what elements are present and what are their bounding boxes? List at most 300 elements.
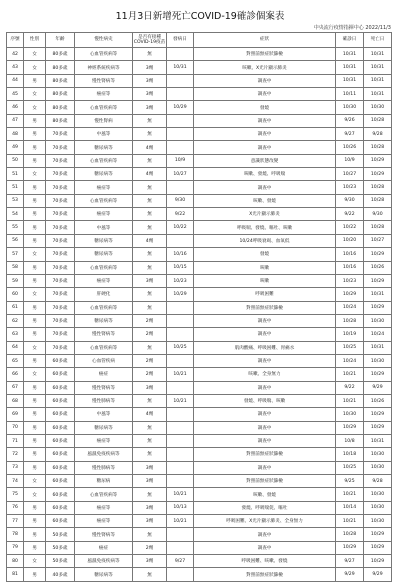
table-cell: 60多歲 — [46, 394, 75, 407]
table-cell: 40多歲 — [46, 568, 75, 581]
table-cell: 9/25 — [336, 475, 364, 488]
table-cell: 54 — [7, 208, 24, 221]
table-cell: 10/15 — [167, 261, 194, 274]
table-cell: 68 — [7, 394, 24, 407]
table-cell: 64 — [7, 341, 24, 354]
table-row — [7, 61, 392, 74]
table-cell: 60多歲 — [46, 475, 75, 488]
table-cell: 慢性肺病等 — [75, 461, 133, 474]
table-cell: 2劑 — [133, 541, 167, 554]
table-cell: 10/31 — [364, 74, 392, 87]
table-cell: 10/29 — [364, 368, 392, 381]
table-cell: 3劑 — [133, 88, 167, 101]
table-cell — [167, 48, 194, 61]
table-cell: 60多歲 — [46, 515, 75, 528]
table-cell: 慢性腎病等 — [75, 528, 133, 541]
table-cell: 10/16 — [336, 261, 364, 274]
table-cell: 70多歲 — [46, 128, 75, 141]
table-cell: 10/29 — [364, 555, 392, 568]
table-cell: 調查中 — [194, 128, 336, 141]
table-row — [7, 475, 392, 488]
table-cell: 10/31 — [364, 48, 392, 61]
table-cell — [167, 328, 194, 341]
table-cell: 肝硬化 — [75, 288, 133, 301]
table-cell: 60多歲 — [46, 421, 75, 434]
table-cell: 糖尿病等 — [75, 234, 133, 247]
table-cell: 70多歲 — [46, 168, 75, 181]
table-cell: 心血管疾病等 — [75, 261, 133, 274]
table-cell: 調查中 — [194, 354, 336, 367]
table-cell: 10/29 — [167, 101, 194, 114]
source-note: 中央流行疫情指揮中心 2022/11/3 — [313, 25, 391, 31]
table-cell: 10/24 — [364, 328, 392, 341]
table-cell: 51 — [7, 181, 24, 194]
table-cell: 10/25 — [336, 341, 364, 354]
table-cell: 調查中 — [194, 74, 336, 87]
table-cell: 10/29 — [364, 168, 392, 181]
table-cell: 調查中 — [194, 114, 336, 127]
table-cell: 10/31 — [336, 61, 364, 74]
table-cell: 70多歲 — [46, 328, 75, 341]
table-cell: 女 — [24, 475, 46, 488]
table-cell: 女 — [24, 88, 46, 101]
table-row — [7, 381, 392, 394]
table-cell: 74 — [7, 475, 24, 488]
table-cell: 糖尿病等 — [75, 141, 133, 154]
table-cell: 10/25 — [336, 461, 364, 474]
table-cell: 10/21 — [167, 488, 194, 501]
table-cell: 10/27 — [364, 234, 392, 247]
table-cell — [167, 301, 194, 314]
table-cell: 男 — [24, 301, 46, 314]
table-cell — [167, 461, 194, 474]
table-cell: 風濕免疫疾病等 — [75, 448, 133, 461]
table-cell: 糖尿病等 — [75, 314, 133, 327]
table-cell — [167, 141, 194, 154]
table-cell: 無 — [133, 448, 167, 461]
table-row — [7, 114, 392, 127]
table-cell — [167, 88, 194, 101]
table-cell: 70多歲 — [46, 314, 75, 327]
table-row — [7, 541, 392, 554]
table-cell: 女 — [24, 341, 46, 354]
table-cell: 對照前無症狀篩檢 — [194, 301, 336, 314]
table-row — [7, 181, 392, 194]
table-cell: 9/29 — [364, 381, 392, 394]
table-cell: 男 — [24, 261, 46, 274]
table-cell: 調查中 — [194, 381, 336, 394]
table-cell: 70多歲 — [46, 248, 75, 261]
table-cell: 調查中 — [194, 181, 336, 194]
table-cell: 63 — [7, 328, 24, 341]
table-cell: 意識狀態改變 — [194, 154, 336, 167]
table-cell: 10/21 — [336, 394, 364, 407]
table-cell: 男 — [24, 421, 46, 434]
table-cell: 10/29 — [336, 541, 364, 554]
header-cell: 症狀 — [194, 33, 336, 48]
table-cell: 3劑 — [133, 74, 167, 87]
table-cell: 9/28 — [364, 475, 392, 488]
table-row — [7, 314, 392, 327]
table-cell: 男 — [24, 528, 46, 541]
table-row — [7, 354, 392, 367]
table-cell: 女 — [24, 555, 46, 568]
table-cell: 50多歲 — [46, 555, 75, 568]
table-cell: 78 — [7, 528, 24, 541]
table-cell: 心血管疾病等 — [75, 341, 133, 354]
table-cell: 46 — [7, 101, 24, 114]
table-cell: 調查中 — [194, 461, 336, 474]
table-cell: 中風等 — [75, 408, 133, 421]
table-row — [7, 515, 392, 528]
table-row — [7, 248, 392, 261]
table-cell: 60多歲 — [46, 488, 75, 501]
table-cell — [167, 128, 194, 141]
table-row — [7, 274, 392, 287]
table-cell — [167, 114, 194, 127]
table-cell: 對照前無症狀篩檢 — [194, 568, 336, 581]
table-cell: 72 — [7, 448, 24, 461]
table-cell: 無 — [133, 261, 167, 274]
table-cell: 73 — [7, 461, 24, 474]
table-cell: 男 — [24, 221, 46, 234]
table-cell: 4劑 — [133, 234, 167, 247]
header-cell: 發病日 — [167, 33, 194, 48]
table-cell: 無 — [133, 568, 167, 581]
table-cell: 咳嗽、發燒 — [194, 488, 336, 501]
table-cell: 10/21 — [167, 515, 194, 528]
table-cell: 10/21 — [336, 488, 364, 501]
table-cell: 9/22 — [336, 381, 364, 394]
table-cell: 對照前無症狀篩檢 — [194, 448, 336, 461]
table-cell: 10/28 — [364, 194, 392, 207]
table-cell: 男 — [24, 74, 46, 87]
table-row — [7, 341, 392, 354]
table-cell: 10/30 — [364, 314, 392, 327]
table-cell: 60多歲 — [46, 354, 75, 367]
table-cell: 無 — [133, 208, 167, 221]
table-cell: 66 — [7, 368, 24, 381]
table-cell: 55 — [7, 221, 24, 234]
table-cell: 9/28 — [364, 128, 392, 141]
table-cell: 61 — [7, 301, 24, 314]
header-cell: 年齡 — [46, 33, 75, 48]
table-cell: 4劑 — [133, 168, 167, 181]
table-cell: 10/19 — [336, 328, 364, 341]
table-cell: 9/27 — [336, 128, 364, 141]
table-row — [7, 88, 392, 101]
table-cell: 60多歲 — [46, 434, 75, 447]
table-cell — [167, 234, 194, 247]
table-cell: 10/27 — [336, 168, 364, 181]
table-cell: 無 — [133, 288, 167, 301]
table-cell — [167, 408, 194, 421]
table-cell: 風濕免疫疾病等 — [75, 555, 133, 568]
table-cell: 調查中 — [194, 328, 336, 341]
table-cell: 調查中 — [194, 314, 336, 327]
table-cell: 癌症 — [75, 368, 133, 381]
table-cell: 調查中 — [194, 408, 336, 421]
table-cell: 70 — [7, 421, 24, 434]
table-cell: 10/28 — [364, 114, 392, 127]
table-cell: 10/22 — [167, 221, 194, 234]
table-cell: 無 — [133, 488, 167, 501]
table-cell: 70多歲 — [46, 274, 75, 287]
table-cell: 10/21 — [167, 394, 194, 407]
table-cell: 80多歲 — [46, 114, 75, 127]
table-cell: 男 — [24, 461, 46, 474]
table-cell: 42 — [7, 48, 24, 61]
table-cell: 10/28 — [364, 181, 392, 194]
page-title: 11月3日新增死亡COVID-19確診個案表 — [115, 11, 285, 22]
table-cell: 3劑 — [133, 101, 167, 114]
table-row — [7, 448, 392, 461]
table-cell: 80多歲 — [46, 74, 75, 87]
table-cell: 67 — [7, 381, 24, 394]
table-cell: 糖尿病等 — [75, 568, 133, 581]
table-cell: 9/22 — [167, 208, 194, 221]
table-header-row — [7, 33, 392, 48]
table-cell: 10/9 — [336, 154, 364, 167]
table-cell: 59 — [7, 274, 24, 287]
table-cell: 調查中 — [194, 141, 336, 154]
table-cell: 71 — [7, 434, 24, 447]
table-cell: 9/30 — [167, 194, 194, 207]
table-cell: 10/30 — [364, 488, 392, 501]
table-cell: 10/29 — [364, 528, 392, 541]
table-cell: 女 — [24, 168, 46, 181]
table-row — [7, 434, 392, 447]
table-cell: 10/30 — [336, 101, 364, 114]
table-cell: 癌症等 — [75, 208, 133, 221]
table-cell: 9/26 — [336, 114, 364, 127]
table-cell: 男 — [24, 394, 46, 407]
table-cell: 男 — [24, 194, 46, 207]
table-cell: 3劑 — [133, 274, 167, 287]
table-cell — [167, 528, 194, 541]
table-cell: 男 — [24, 515, 46, 528]
table-cell: 3劑 — [133, 515, 167, 528]
table-cell: 呼吸喘、發燒、嘔吐、咳嗽 — [194, 221, 336, 234]
table-cell: 50多歲 — [46, 528, 75, 541]
table-cell: 60多歲 — [46, 368, 75, 381]
table-cell: 10/26 — [336, 141, 364, 154]
table-cell: 無 — [133, 528, 167, 541]
table-cell: 70多歲 — [46, 234, 75, 247]
table-cell: 60多歲 — [46, 501, 75, 514]
table-cell: 慢性腎病等 — [75, 74, 133, 87]
table-cell: 無 — [133, 341, 167, 354]
table-cell — [167, 381, 194, 394]
table-cell: 10/25 — [167, 341, 194, 354]
table-cell: 10/21 — [336, 515, 364, 528]
table-cell: 10/29 — [364, 274, 392, 287]
header-cell: 慢性病史 — [75, 33, 133, 48]
table-cell: 糖尿病等 — [75, 168, 133, 181]
table-row — [7, 101, 392, 114]
table-cell: 無 — [133, 301, 167, 314]
table-cell: 癌症等 — [75, 88, 133, 101]
table-cell — [167, 74, 194, 87]
table-cell: 調查中 — [194, 421, 336, 434]
table-cell: 男 — [24, 541, 46, 554]
table-cell: 10/29 — [364, 541, 392, 554]
table-cell: 10/31 — [167, 61, 194, 74]
table-cell: 男 — [24, 314, 46, 327]
table-cell: 9/22 — [336, 208, 364, 221]
table-cell: 調查中 — [194, 434, 336, 447]
table-cell: 男 — [24, 381, 46, 394]
table-cell: 慢性腎病等 — [75, 381, 133, 394]
death-case-table — [6, 32, 392, 582]
table-cell: 10/29 — [364, 421, 392, 434]
table-cell: 49 — [7, 141, 24, 154]
header-cell: 性別 — [24, 33, 46, 48]
table-cell: 44 — [7, 74, 24, 87]
table-cell: 10/26 — [364, 261, 392, 274]
table-cell: 癌症等 — [75, 434, 133, 447]
table-cell: 男 — [24, 154, 46, 167]
table-cell: 無 — [133, 434, 167, 447]
table-cell: 10/30 — [364, 461, 392, 474]
table-cell: 69 — [7, 408, 24, 421]
table-cell: 50 — [7, 154, 24, 167]
table-cell: 10/16 — [167, 248, 194, 261]
table-cell: 無 — [133, 194, 167, 207]
table-cell: 中風等 — [75, 128, 133, 141]
table-cell: 呼吸困難、咳嗽、發燒 — [194, 555, 336, 568]
table-cell: 女 — [24, 488, 46, 501]
table-cell: 80多歲 — [46, 88, 75, 101]
table-cell: 10/24呼吸衰竭、血氧低 — [194, 234, 336, 247]
table-cell: 無 — [133, 248, 167, 261]
table-cell: 調查中 — [194, 528, 336, 541]
table-cell: 男 — [24, 128, 46, 141]
table-cell: 10/28 — [336, 314, 364, 327]
table-cell: 70多歲 — [46, 261, 75, 274]
table-cell: 70多歲 — [46, 288, 75, 301]
table-cell: 48 — [7, 128, 24, 141]
table-cell: 70多歲 — [46, 208, 75, 221]
table-cell: 10/28 — [364, 221, 392, 234]
table-cell: 男 — [24, 568, 46, 581]
table-cell: 10/28 — [336, 528, 364, 541]
table-cell: 9/30 — [364, 208, 392, 221]
table-row — [7, 501, 392, 514]
table-cell: 56 — [7, 234, 24, 247]
table-cell: 無 — [133, 128, 167, 141]
table-cell: 10/21 — [336, 368, 364, 381]
table-row — [7, 141, 392, 154]
table-cell: 3劑 — [133, 475, 167, 488]
table-cell: 10/26 — [364, 394, 392, 407]
table-cell: 無 — [133, 114, 167, 127]
table-cell: 男 — [24, 434, 46, 447]
table-cell: 2劑 — [133, 368, 167, 381]
table-cell: 76 — [7, 501, 24, 514]
table-cell: 47 — [7, 114, 24, 127]
table-cell: 43 — [7, 61, 24, 74]
table-cell: 10/24 — [336, 354, 364, 367]
table-cell: 10/30 — [364, 515, 392, 528]
table-cell: 45 — [7, 88, 24, 101]
table-cell: 無 — [133, 421, 167, 434]
table-cell: 無 — [133, 48, 167, 61]
table-cell: 女 — [24, 288, 46, 301]
table-cell: 9/27 — [336, 555, 364, 568]
table-row — [7, 154, 392, 167]
table-cell: 10/29 — [167, 288, 194, 301]
table-cell: 53 — [7, 194, 24, 207]
table-row — [7, 461, 392, 474]
table-cell: 58 — [7, 261, 24, 274]
table-cell: 心血管疾病等 — [75, 154, 133, 167]
table-row — [7, 368, 392, 381]
table-cell: 男 — [24, 274, 46, 287]
table-cell: 男 — [24, 141, 46, 154]
table-cell: 發燒 — [194, 101, 336, 114]
table-cell: 10/29 — [364, 248, 392, 261]
table-row — [7, 528, 392, 541]
table-cell: 10/29 — [336, 288, 364, 301]
table-cell: 10/23 — [167, 274, 194, 287]
table-cell — [167, 448, 194, 461]
table-cell: 心血管疾病等 — [75, 488, 133, 501]
table-cell: 60多歲 — [46, 381, 75, 394]
table-cell: 無 — [133, 181, 167, 194]
table-cell: 10/8 — [336, 434, 364, 447]
table-cell: 10/24 — [336, 301, 364, 314]
table-cell: 9/27 — [167, 555, 194, 568]
table-cell — [167, 314, 194, 327]
table-row — [7, 208, 392, 221]
table-cell: 10/20 — [336, 234, 364, 247]
table-cell: 2劑 — [133, 328, 167, 341]
table-cell: 心血管疾病等 — [75, 48, 133, 61]
table-cell: 10/23 — [336, 181, 364, 194]
table-row — [7, 128, 392, 141]
table-cell: 糖尿病 — [75, 475, 133, 488]
table-cell: 60多歲 — [46, 448, 75, 461]
table-cell: 70多歲 — [46, 221, 75, 234]
table-cell: 男 — [24, 448, 46, 461]
table-cell: 心血管疾病 — [75, 354, 133, 367]
table-cell: 對照前無症狀篩檢 — [194, 48, 336, 61]
header-cell: 確診日 — [336, 33, 364, 48]
table-cell: 10/31 — [364, 341, 392, 354]
table-row — [7, 194, 392, 207]
table-cell: X光片顯示肺炎 — [194, 208, 336, 221]
table-cell: 57 — [7, 248, 24, 261]
table-cell: 4劑 — [133, 141, 167, 154]
table-cell: 10/27 — [167, 168, 194, 181]
table-cell: 糖尿病等 — [75, 248, 133, 261]
table-cell — [167, 421, 194, 434]
table-cell: 10/31 — [336, 74, 364, 87]
table-row — [7, 394, 392, 407]
header-cell: 死亡日 — [364, 33, 392, 48]
table-cell: 3劑 — [133, 461, 167, 474]
table-cell: 10/22 — [336, 221, 364, 234]
table-cell: 10/13 — [167, 501, 194, 514]
table-cell — [167, 354, 194, 367]
table-cell: 10/30 — [364, 354, 392, 367]
table-cell: 3劑 — [133, 501, 167, 514]
table-row — [7, 288, 392, 301]
table-cell: 無 — [133, 154, 167, 167]
table-cell: 79 — [7, 541, 24, 554]
table-cell: 咳嗽、發燒 — [194, 194, 336, 207]
